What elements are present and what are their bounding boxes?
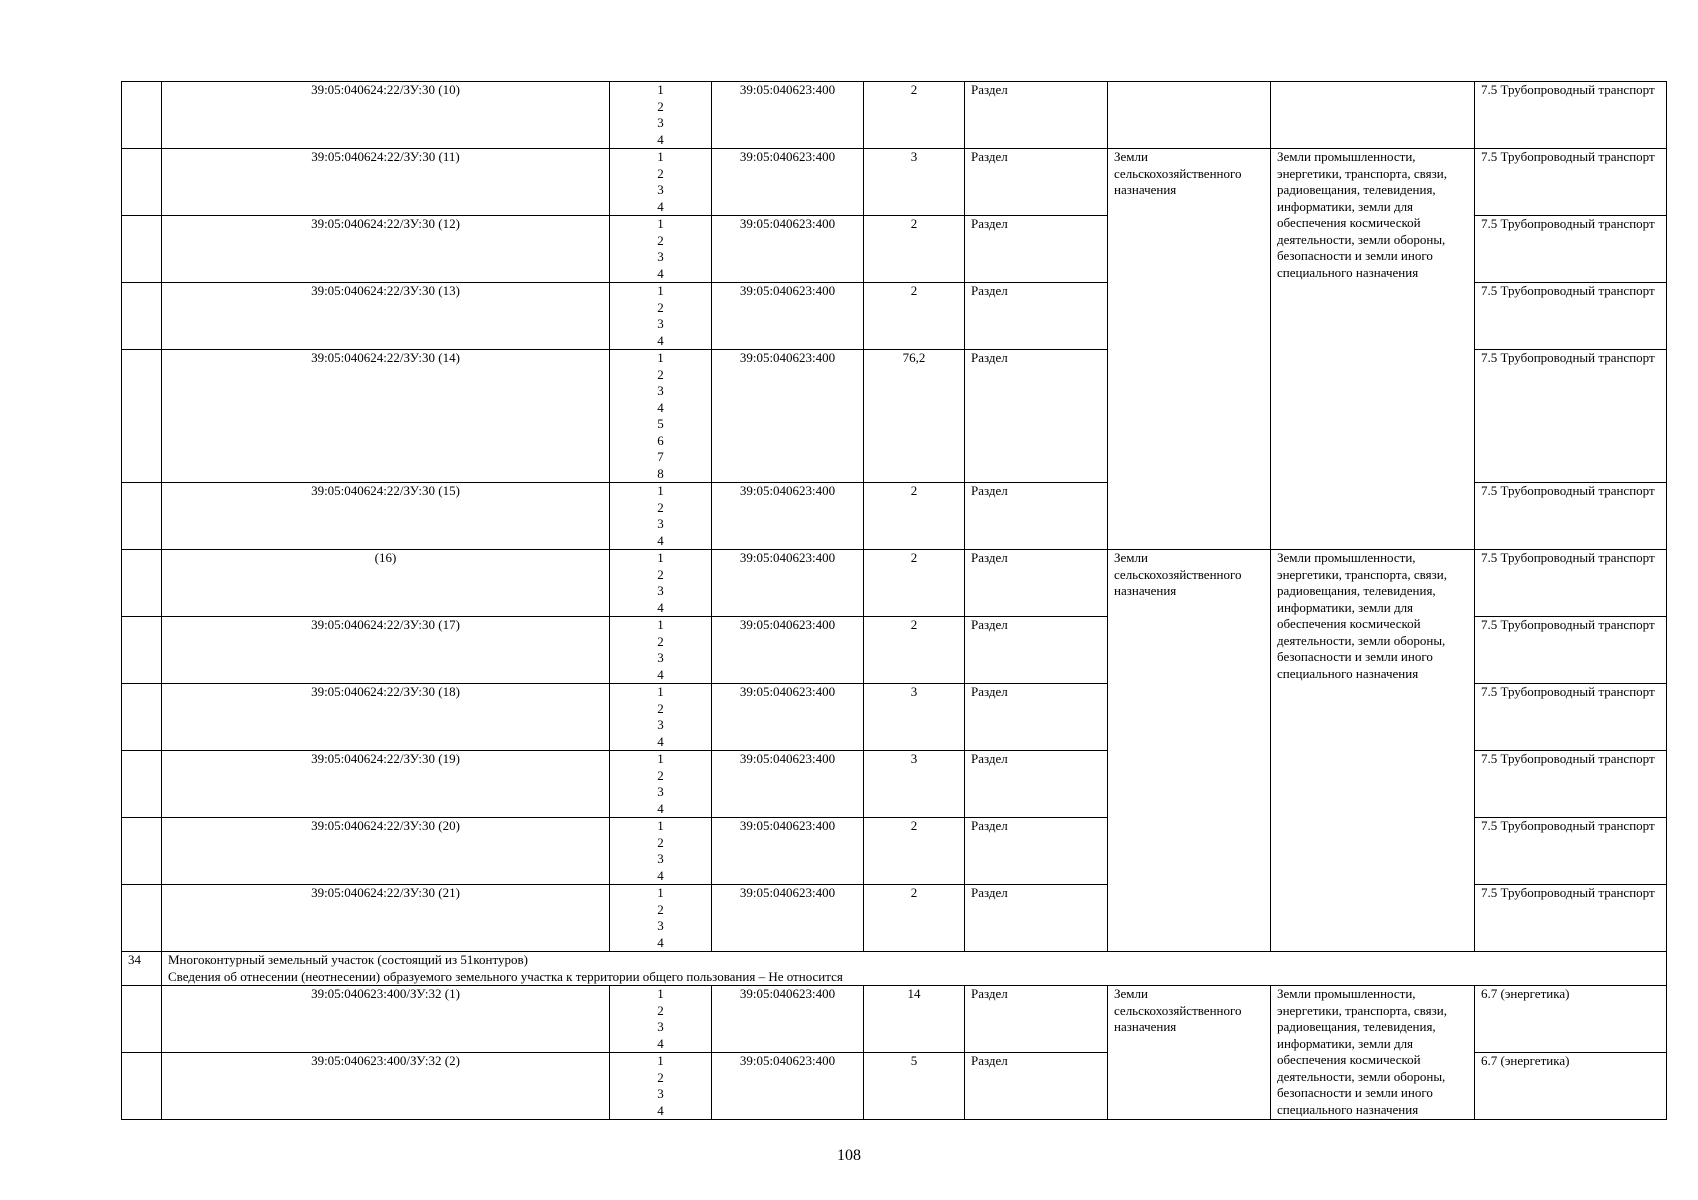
point-number: 4	[657, 532, 664, 548]
point-number: 4	[657, 733, 664, 749]
source-cadastral-number-cell: 39:05:040623:400	[712, 751, 864, 818]
land-plot-table	[121, 81, 1667, 1120]
source-cadastral-number-cell: 39:05:040623:400	[712, 617, 864, 684]
table-row	[122, 82, 1667, 149]
source-cadastral-number-cell: 39:05:040623:400	[712, 1053, 864, 1120]
land-category-cell: Земли сельскохозяйственного назначения	[1108, 550, 1271, 952]
row-number-cell	[122, 550, 162, 617]
permitted-use-cell: 7.5 Трубопроводный транспорт	[1475, 283, 1667, 350]
row-number-cell	[122, 483, 162, 550]
table-row	[122, 550, 1667, 617]
row-number-cell	[122, 82, 162, 149]
area-cell: 2	[864, 818, 965, 885]
area-cell: 2	[864, 483, 965, 550]
area-cell: 2	[864, 617, 965, 684]
plot-id-cell: 39:05:040624:22/ЗУ:30 (12)	[162, 216, 610, 283]
area-cell: 2	[864, 283, 965, 350]
plot-id-cell: 39:05:040624:22/ЗУ:30 (14)	[162, 350, 610, 483]
area-cell: 3	[864, 751, 965, 818]
points-cell	[610, 216, 712, 283]
point-number: 2	[657, 767, 664, 783]
formation-method-cell: Раздел	[965, 350, 1108, 483]
plot-id-cell: (16)	[162, 550, 610, 617]
point-number: 3	[657, 383, 664, 398]
point-number: 2	[657, 1069, 664, 1085]
section-header-row	[122, 952, 1667, 986]
row-number-cell	[122, 216, 162, 283]
table-body	[122, 82, 1667, 1120]
row-number-cell	[122, 149, 162, 216]
point-number: 4	[657, 399, 664, 415]
permitted-use-cell: 7.5 Трубопроводный транспорт	[1475, 216, 1667, 283]
area-cell: 3	[864, 149, 965, 216]
source-cadastral-number-cell: 39:05:040623:400	[712, 82, 864, 149]
area-cell: 3	[864, 684, 965, 751]
source-cadastral-number-cell: 39:05:040623:400	[712, 350, 864, 483]
point-number: 2	[657, 299, 664, 315]
section-description-line: Сведения об отнесении (неотнесении) образуемого земельного участка к территории общего пользования – Не относится	[168, 968, 843, 984]
formation-method-cell: Раздел	[965, 149, 1108, 216]
points-cell	[610, 986, 712, 1053]
points-cell	[610, 885, 712, 952]
formation-method-cell: Раздел	[965, 617, 1108, 684]
area-cell: 2	[864, 82, 965, 149]
point-number: 2	[657, 566, 664, 582]
row-number-cell	[122, 684, 162, 751]
permitted-use-cell: 7.5 Трубопроводный транспорт	[1475, 149, 1667, 216]
points-cell	[610, 617, 712, 684]
permitted-use-cell: 7.5 Трубопроводный транспорт	[1475, 818, 1667, 885]
section-description-cell	[162, 952, 1667, 986]
formation-method-cell: Раздел	[965, 1053, 1108, 1120]
permitted-use-cell: 7.5 Трубопроводный транспорт	[1475, 684, 1667, 751]
point-number: 3	[657, 249, 664, 264]
formation-method-cell: Раздел	[965, 216, 1108, 283]
point-number: 4	[657, 265, 664, 281]
point-number: 3	[657, 316, 664, 331]
point-number: 1	[657, 283, 664, 298]
point-number: 2	[657, 700, 664, 716]
plot-id-cell: 39:05:040623:400/ЗУ:32 (2)	[162, 1053, 610, 1120]
row-number-cell	[122, 986, 162, 1053]
plot-id-cell: 39:05:040624:22/ЗУ:30 (13)	[162, 283, 610, 350]
point-number: 4	[657, 198, 664, 214]
plot-id-cell: 39:05:040624:22/ЗУ:30 (18)	[162, 684, 610, 751]
point-number: 3	[657, 650, 664, 665]
source-cadastral-number-cell: 39:05:040623:400	[712, 149, 864, 216]
area-cell: 2	[864, 216, 965, 283]
point-number: 1	[657, 885, 664, 900]
area-cell: 14	[864, 986, 965, 1053]
permitted-use-cell: 6.7 (энергетика)	[1475, 986, 1667, 1053]
area-cell: 2	[864, 550, 965, 617]
point-number: 3	[657, 784, 664, 799]
point-number: 6	[657, 432, 664, 448]
point-number: 2	[657, 499, 664, 515]
points-cell	[610, 818, 712, 885]
formation-method-cell: Раздел	[965, 283, 1108, 350]
row-number-cell	[122, 1053, 162, 1120]
point-number: 3	[657, 1086, 664, 1101]
source-cadastral-number-cell: 39:05:040623:400	[712, 550, 864, 617]
point-number: 2	[657, 232, 664, 248]
formation-method-cell: Раздел	[965, 818, 1108, 885]
point-number: 1	[657, 617, 664, 632]
point-number: 2	[657, 901, 664, 917]
point-number: 2	[657, 165, 664, 181]
point-number: 1	[657, 149, 664, 164]
point-number: 1	[657, 216, 664, 231]
area-cell: 5	[864, 1053, 965, 1120]
point-number: 4	[657, 1035, 664, 1051]
point-number: 1	[657, 483, 664, 498]
permitted-use-cell: 6.7 (энергетика)	[1475, 1053, 1667, 1120]
area-cell: 76,2	[864, 350, 965, 483]
land-category-cell	[1108, 82, 1271, 149]
plot-id-cell: 39:05:040624:22/ЗУ:30 (21)	[162, 885, 610, 952]
section-number-cell: 34	[122, 952, 162, 986]
point-number: 1	[657, 751, 664, 766]
points-cell	[610, 483, 712, 550]
point-number: 4	[657, 332, 664, 348]
section-description-line: Многоконтурный земельный участок (состоящий из 51контуров)	[168, 952, 528, 967]
land-category-detail-cell: Земли промышленности, энергетики, транспорта, связи, радиовещания, телевидения, информатики, земли для обеспечения космической деятельности, земли обороны, безопасности и земли иного специального назначения	[1271, 550, 1475, 952]
page-number: 108	[837, 1147, 861, 1164]
point-number: 2	[657, 633, 664, 649]
point-number: 2	[657, 834, 664, 850]
formation-method-cell: Раздел	[965, 885, 1108, 952]
point-number: 1	[657, 350, 664, 365]
plot-id-cell: 39:05:040624:22/ЗУ:30 (10)	[162, 82, 610, 149]
point-number: 4	[657, 131, 664, 147]
source-cadastral-number-cell: 39:05:040623:400	[712, 483, 864, 550]
point-number: 3	[657, 918, 664, 933]
permitted-use-cell: 7.5 Трубопроводный транспорт	[1475, 885, 1667, 952]
point-number: 1	[657, 986, 664, 1001]
row-number-cell	[122, 617, 162, 684]
permitted-use-cell: 7.5 Трубопроводный транспорт	[1475, 82, 1667, 149]
point-number: 4	[657, 867, 664, 883]
source-cadastral-number-cell: 39:05:040623:400	[712, 818, 864, 885]
points-cell	[610, 283, 712, 350]
plot-id-cell: 39:05:040624:22/ЗУ:30 (11)	[162, 149, 610, 216]
point-number: 4	[657, 800, 664, 816]
point-number: 8	[657, 465, 664, 481]
source-cadastral-number-cell: 39:05:040623:400	[712, 216, 864, 283]
permitted-use-cell: 7.5 Трубопроводный транспорт	[1475, 483, 1667, 550]
point-number: 1	[657, 1053, 664, 1068]
point-number: 1	[657, 818, 664, 833]
land-category-cell: Земли сельскохозяйственного назначения	[1108, 149, 1271, 550]
source-cadastral-number-cell: 39:05:040623:400	[712, 684, 864, 751]
points-cell	[610, 550, 712, 617]
formation-method-cell: Раздел	[965, 550, 1108, 617]
permitted-use-cell: 7.5 Трубопроводный транспорт	[1475, 617, 1667, 684]
point-number: 5	[657, 416, 664, 431]
point-number: 4	[657, 599, 664, 615]
land-category-detail-cell: Земли промышленности, энергетики, транспорта, связи, радиовещания, телевидения, информатики, земли для обеспечения космической деятельности, земли обороны, безопасности и земли иного специального назначения	[1271, 986, 1475, 1120]
points-cell	[610, 149, 712, 216]
point-number: 4	[657, 1102, 664, 1118]
land-category-detail-cell	[1271, 82, 1475, 149]
point-number: 1	[657, 82, 664, 97]
point-number: 3	[657, 115, 664, 130]
permitted-use-cell: 7.5 Трубопроводный транспорт	[1475, 550, 1667, 617]
point-number: 2	[657, 366, 664, 382]
source-cadastral-number-cell: 39:05:040623:400	[712, 885, 864, 952]
plot-id-cell: 39:05:040624:22/ЗУ:30 (20)	[162, 818, 610, 885]
point-number: 4	[657, 934, 664, 950]
permitted-use-cell: 7.5 Трубопроводный транспорт	[1475, 350, 1667, 483]
row-number-cell	[122, 350, 162, 483]
point-number: 3	[657, 1019, 664, 1034]
point-number: 3	[657, 516, 664, 531]
points-cell	[610, 82, 712, 149]
points-cell	[610, 684, 712, 751]
points-cell	[610, 751, 712, 818]
row-number-cell	[122, 885, 162, 952]
point-number: 7	[657, 449, 664, 464]
points-cell	[610, 350, 712, 483]
land-category-cell: Земли сельскохозяйственного назначения	[1108, 986, 1271, 1120]
source-cadastral-number-cell: 39:05:040623:400	[712, 283, 864, 350]
formation-method-cell: Раздел	[965, 483, 1108, 550]
row-number-cell	[122, 818, 162, 885]
table-row	[122, 986, 1667, 1053]
point-number: 1	[657, 684, 664, 699]
plot-id-cell: 39:05:040624:22/ЗУ:30 (19)	[162, 751, 610, 818]
plot-id-cell: 39:05:040623:400/ЗУ:32 (1)	[162, 986, 610, 1053]
point-number: 3	[657, 717, 664, 732]
point-number: 1	[657, 550, 664, 565]
point-number: 3	[657, 583, 664, 598]
formation-method-cell: Раздел	[965, 82, 1108, 149]
point-number: 3	[657, 182, 664, 197]
row-number-cell	[122, 751, 162, 818]
area-cell: 2	[864, 885, 965, 952]
point-number: 4	[657, 666, 664, 682]
point-number: 2	[657, 98, 664, 114]
land-category-detail-cell: Земли промышленности, энергетики, транспорта, связи, радиовещания, телевидения, информатики, земли для обеспечения космической деятельности, земли обороны, безопасности и земли иного специального назначения	[1271, 149, 1475, 550]
permitted-use-cell: 7.5 Трубопроводный транспорт	[1475, 751, 1667, 818]
point-number: 2	[657, 1002, 664, 1018]
plot-id-cell: 39:05:040624:22/ЗУ:30 (17)	[162, 617, 610, 684]
source-cadastral-number-cell: 39:05:040623:400	[712, 986, 864, 1053]
formation-method-cell: Раздел	[965, 684, 1108, 751]
plot-id-cell: 39:05:040624:22/ЗУ:30 (15)	[162, 483, 610, 550]
formation-method-cell: Раздел	[965, 986, 1108, 1053]
points-cell	[610, 1053, 712, 1120]
row-number-cell	[122, 283, 162, 350]
point-number: 3	[657, 851, 664, 866]
formation-method-cell: Раздел	[965, 751, 1108, 818]
table-row	[122, 149, 1667, 216]
